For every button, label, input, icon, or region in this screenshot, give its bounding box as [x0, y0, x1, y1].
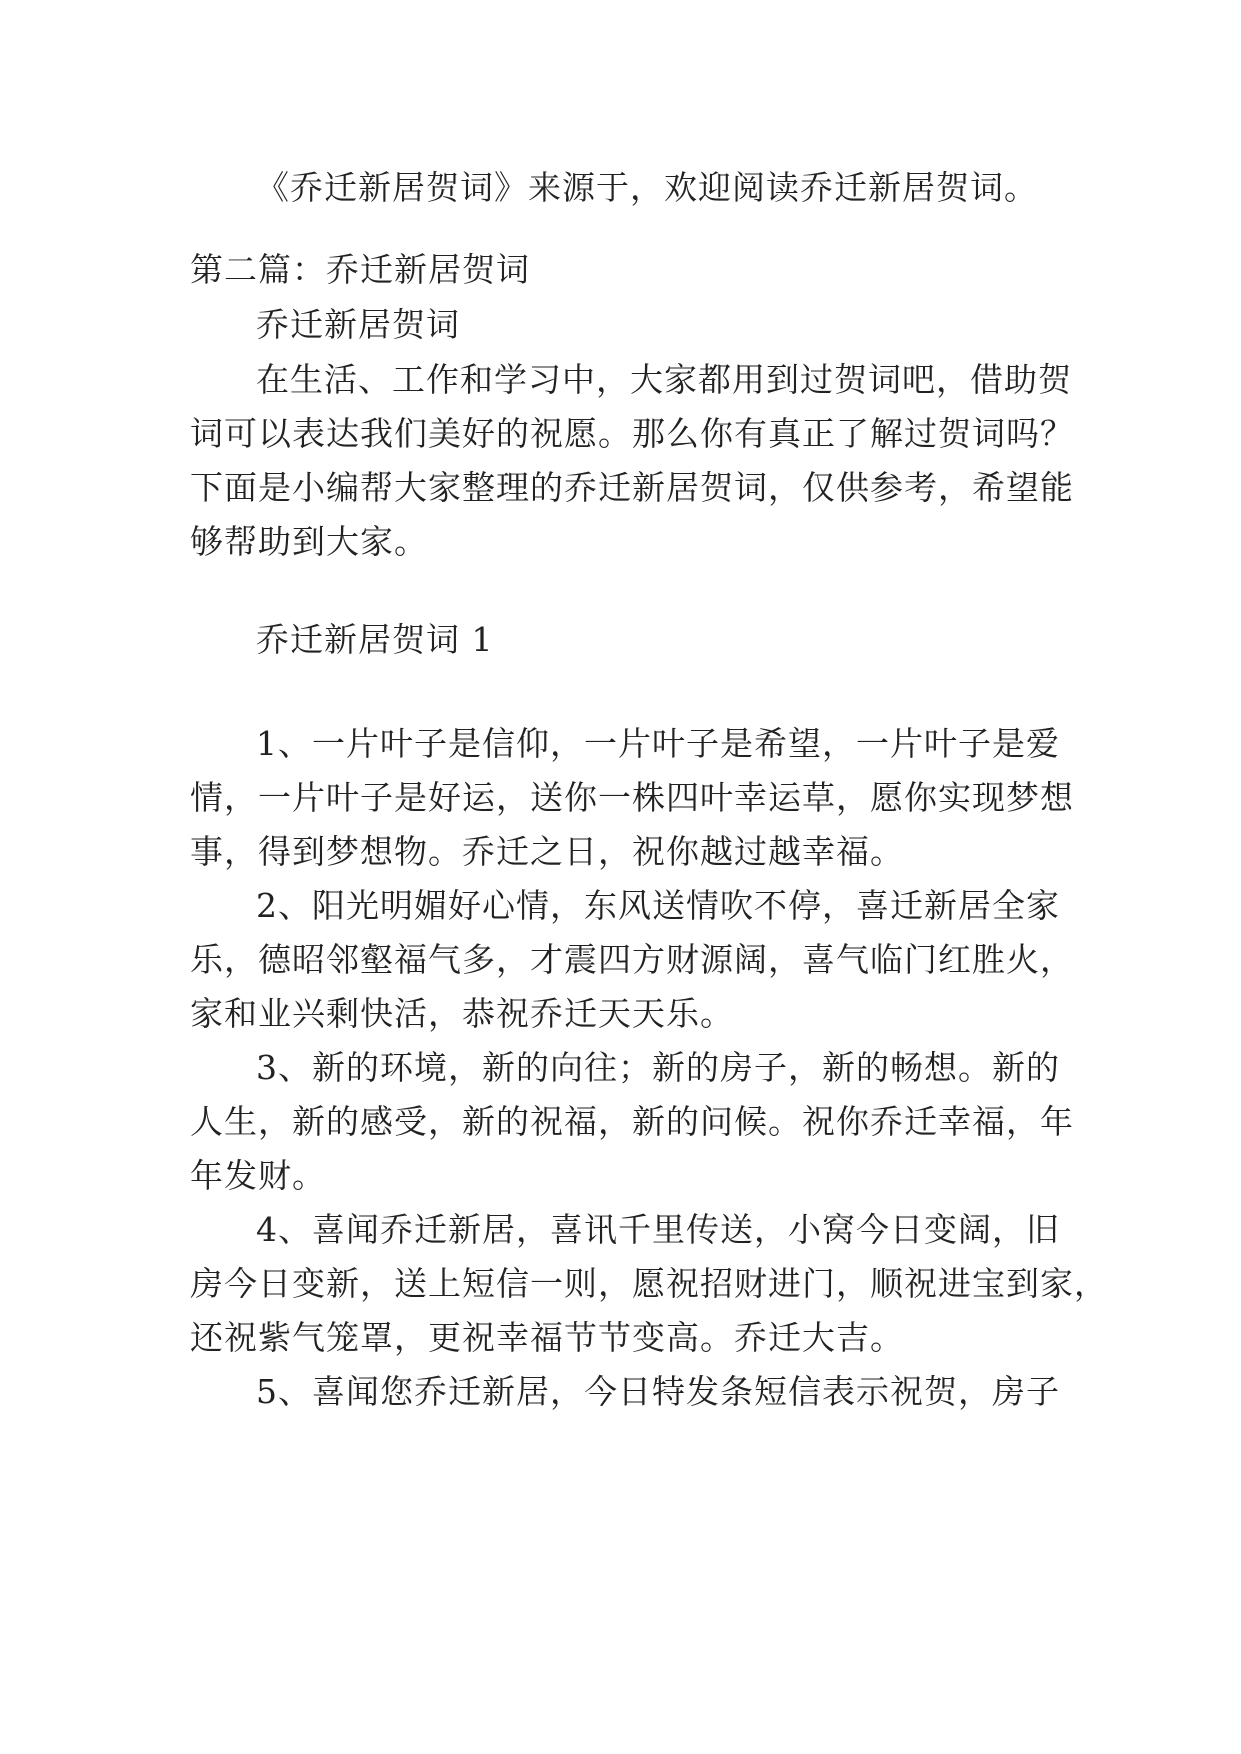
- paragraph-intro-line-1: 在生活、工作和学习中，大家都用到过贺词吧，借助贺: [256, 360, 1072, 399]
- item-3-line-3: 年发财。: [190, 1156, 326, 1195]
- item-4-line-3: 还祝紫气笼罩，更祝幸福节节变高。乔迁大吉。: [190, 1318, 904, 1357]
- item-1-line-2: 情，一片叶子是好运，送你一株四叶幸运草，愿你实现梦想: [190, 778, 1074, 817]
- item-3-line-1: 3、新的环境，新的向往；新的房子，新的畅想。新的: [256, 1048, 1060, 1087]
- item-1-line-1: 1、一片叶子是信仰，一片叶子是希望，一片叶子是爱: [256, 724, 1060, 763]
- intro-line: 《乔迁新居贺词》来源于，欢迎阅读乔迁新居贺词。: [256, 168, 1038, 207]
- paragraph-intro-line-4: 够帮助到大家。: [190, 522, 428, 561]
- item-4-line-2: 房今日变新，送上短信一则，愿祝招财进门，顺祝进宝到家，: [190, 1264, 1108, 1303]
- item-1-line-3: 事，得到梦想物。乔迁之日，祝你越过越幸福。: [190, 832, 904, 871]
- item-5-line-1: 5、喜闻您乔迁新居，今日特发条短信表示祝贺，房子: [256, 1372, 1060, 1411]
- paragraph-intro-line-2: 词可以表达我们美好的祝愿。那么你有真正了解过贺词吗？: [190, 414, 1074, 453]
- section-heading: 第二篇：乔迁新居贺词: [190, 250, 530, 289]
- subtitle: 乔迁新居贺词: [256, 305, 460, 344]
- item-3-line-2: 人生，新的感受，新的祝福，新的问候。祝你乔迁幸福，年: [190, 1102, 1074, 1141]
- item-4-line-1: 4、喜闻乔迁新居，喜讯千里传送，小窝今日变阔，旧: [256, 1210, 1060, 1249]
- paragraph-intro-line-3: 下面是小编帮大家整理的乔迁新居贺词，仅供参考，希望能: [190, 468, 1074, 507]
- item-2-line-3: 家和业兴剩快活，恭祝乔迁天天乐。: [190, 994, 734, 1033]
- part-title: 乔迁新居贺词 1: [256, 620, 494, 659]
- item-2-line-2: 乐，德昭邻壑福气多，才震四方财源阔，喜气临门红胜火，: [190, 940, 1074, 979]
- item-2-line-1: 2、阳光明媚好心情，东风送情吹不停，喜迁新居全家: [256, 886, 1060, 925]
